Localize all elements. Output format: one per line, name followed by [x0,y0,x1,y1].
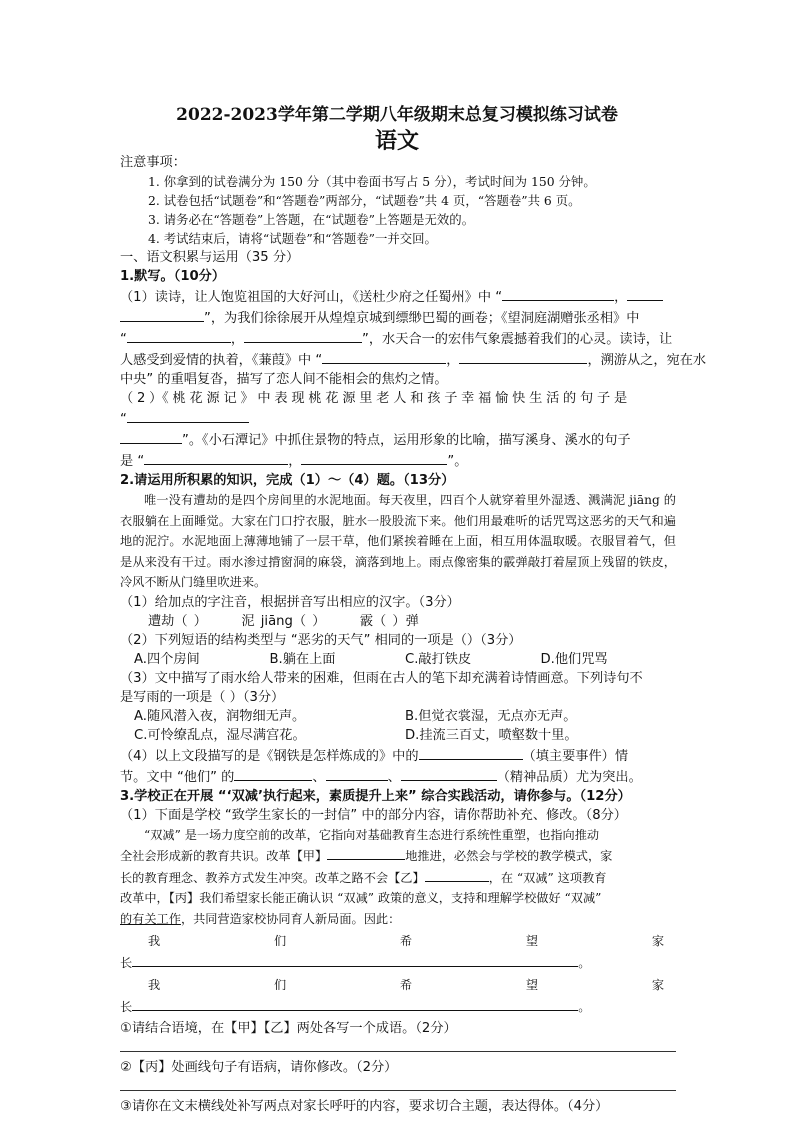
option-c[interactable]: C.可怜缭乱点，湿尽满宫花。 [134,727,306,743]
answer-line[interactable] [120,1077,676,1091]
q3-sub1-prompt: （1）下面是学校 “致学生家长的一封信” 中的部分内容，请你帮助补充、修改。（8分） [120,807,627,823]
option-d[interactable]: D.挂流三百丈，喷壑数十里。 [405,727,578,743]
q1-text: （1）读诗，让人饱览祖国的大好河山，《送杜少府之任蜀州》中 “ [120,290,503,305]
reading-passage: 唯一没有遭劫的是四个房间里的水泥地面。每天夜里，四百个人就穿着里外湿透、溅满泥 jiāng 的衣服躺在上面睡觉。大家在门口拧衣服，脏水一股股流下来。他们用最难听的话咒骂这恶劣的天气和遍地的泥泞。水泥地面上薄薄地铺了一层干草，他们紧挨着睡在上面，相互用体温取暖。衣服冒着气，但是从来没有干过。雨水渗过揹窗洞的麻袋，滴落到地上。雨点像密集的霰弹敲打着屋顶上残留的铁皮，冷风不断从门缝里吹进来。 [120,493,676,589]
letter-line: 改革中，【丙】 [120,891,200,905]
pinyin-item: 泥 jiāng（ ） [241,613,326,629]
option-b[interactable]: B.躺在上面 [269,651,336,667]
question-3-title: 3.学校正在开展 “‘双减’执行起来，素质提升上来” 综合实践活动，请你参与。（12分） [120,788,631,804]
answer-blank[interactable] [502,286,614,301]
q2-sub4-prompt: （4）以上文段描写的是《钢铁是怎样炼成的》中的 [120,748,419,764]
appeal-char: 希 [399,934,413,948]
option-b[interactable]: B.但觉衣裳湿，无点亦无声。 [405,708,577,724]
note-item: 2. 试卷包括“试题卷”和“答题卷”两部分，“试题卷”共 4 页，“答题卷”共 6 页。 [148,193,581,208]
note-item: 3. 请务必在“答题卷”上答题，在“试题卷”上答题是无效的。 [148,212,475,227]
answer-blank[interactable] [234,766,312,781]
letter-line: 长的教育理念、教养方式发生冲突。改革之路不会【乙】 [120,870,425,885]
note-item: 1. 你拿到的试卷满分为 150 分（其中卷面书写占 5 分），考试时间为 150 分钟。 [148,174,596,189]
pinyin-item: 遭劫（ ） [148,613,207,629]
appeal-char: 望 [525,978,539,992]
answer-blank[interactable] [326,766,388,781]
answer-blank[interactable] [301,450,447,465]
appeal-char: 们 [273,934,287,948]
appeal-char: 家 [651,934,664,948]
option-c[interactable]: C.敲打铁皮 [405,651,472,667]
appeal-char: 们 [273,978,287,992]
answer-blank[interactable] [127,408,249,423]
option-a[interactable]: A.随风潜入夜，润物细无声。 [134,708,306,724]
answer-blank-yi[interactable] [425,867,489,882]
answer-blank[interactable] [120,307,204,322]
answer-blank[interactable] [244,328,362,343]
option-d[interactable]: D.他们咒骂 [540,651,608,667]
note-item: 4. 考试结束后，请将“试题卷”和“答题卷”一并交回。 [148,231,437,246]
question-1-title: 1.默写。（10分） [120,269,226,284]
q1-text: 中央” 的重唱复沓，描写了恋人间不能相会的焦灼之情。 [120,372,448,387]
pinyin-item: 霰（ ）弹 [359,613,419,629]
answer-blank[interactable] [419,745,523,760]
answer-blank[interactable] [459,349,587,364]
q1-text: （ 2 ）《 桃 花 源 记 》 中 表 现 桃 花 源 里 老 人 和 孩 子 幸 福 愉 快 生 活 的 句 子 是 [120,391,627,406]
subject-title: 语文 [374,129,419,154]
answer-blank[interactable] [322,349,446,364]
appeal-char: 家 [651,978,664,992]
question-2-title: 2.请运用所积累的知识，完成（1）～（4）题。（13分） [120,473,455,488]
appeal-char: 望 [525,934,539,948]
exam-content: 注意事项： 1. 你拿到的试卷满分为 150 分（其中卷面书写占 5 分），考试时间为 150 分钟。 2. 试卷包括“试题卷”和“答题卷”两部分，“试题卷”共 4 页，“答题卷”共 6 页。 3. 请务必在“答题卷”上答题，在“试题卷”上答题是无效的。 4. 考试结束后，请将“试题卷”和“答题卷”一并交回。 一、语文积累与运用（35 分） 1.默写。（10分） （1）读诗，让人饱览祖国的大好河山，《送杜少府之任蜀州》中 “ ， ”，为我们徐徐展开从煌煌京城到缥缈巴蜀的画卷；《望洞庭湖赠张丞相》中 “ ， ”，水天合一的宏伟气象震撼着我们的心灵。读诗，让 人感受到爱情的执着，《蒹葭》中 “ ， ，溯游从之，宛在水 中央” 的重唱复沓，描写了恋人间不能相会的焦灼之情。 （ 2 ）《 桃 花 源 记 》 中 表 现 桃 花 源 里 老 人 和 孩 子 幸 福 愉 快 生 活 的 句 子 是 “ ”。《小石潭记》中抓住景物的特点，运用形象的比喻，描写溪身、溪水的句子 是 “ ， ”。 2.请运用所积累的知识，完成（1）～（4）题。（13分） 唯一没有遭劫的是四个房间里的水泥地面。每天夜里，四百个人就穿着里外湿透、溅满泥 jiāng 的衣服躺在上面睡觉。大家在门口拧衣服，脏水一股股流下来。他们用最难听的话咒骂这恶劣的天气和遍地的泥泞。水泥地面上薄薄地铺了一层干草，他们紧挨着睡在上面，相互用体温取暖。衣服冒着气，但是从来没有干过。雨水渗过揹窗洞的麻袋，滴落到地上。雨点像密集的霰弹敲打着屋顶上残留的铁皮，冷风不断从门缝里吹进来。 （1）给加点的字注音，根据拼音写出相应的汉字。（3分） 遭劫（ ） 泥 jiāng（ ） 霰（ ）弹 （2）下列短语的结构类型与 “恶劣的天气” 相同的一项是（）（3分） A.四个房间 B.躺在上面 C.敲打铁皮 D.他们咒骂 （3）文中描写了雨水给人带来的困难，但雨在古人的笔下却充满着诗情画意。下列诗句不 是写雨的一项是（ ）（3分） A.随风潜入夜，润物细无声。 B.但觉衣裳湿，无点亦无声。 C.可怜缭乱点，湿尽满宫花。 D.挂流三百丈，喷壑数十里。 （4）以上文段描写的是《钢铁是怎样炼成的》中的 （填主要事件）情 节。文中 “他们” 的 、 、 （精神品质）尤为突出。 3.学校正在开展 “‘双减’执行起来，素质提升上来” 综合实践活动，请你参与。（12分） （1）下面是学校 “致学生家长的一封信” 中的部分内容，请你帮助补充、修改。（8分） “双减” 是一场力度空前的改革，它指向对基础教育生态进行系统性重塑，也指向推动 全社会形成新的教育共识。改革【甲】 地推进，必然会与学校的教学模式，家 长的教育理念、教养方式发生冲突。改革之路不会【乙】 ，在 “双减” 这项教育 改革中，【丙】我们希望家长能正确认识 “双减” 政策的意义，支持和理解学校做好 “双减” 的有关工作，共同营造家校协同育人新局面。因此： 我 们 希 望 家 长 。 我 们 希 望 家 长 。 ①请结合语境，在【甲】【乙】两处各写一个成语。（2分） ②【丙】处画线句子有语病，请你修改。（2分） ③请你在文末横线处补写两点对家长呼吁的内容，要求切合主题，表达得体。（4分） [120,155,707,1114]
answer-blank[interactable] [401,766,497,781]
underlined-sentence-bing: 我们希望家长能正确认识 “双减” 政策的意义，支持和理解学校做好 “双减” [199,891,602,905]
q1-text: ”，水天合一的宏伟气象震撼着我们的心灵。读诗，让 [362,332,673,347]
answer-line[interactable] [120,1038,676,1052]
underlined-sentence-bing: 的有关工作 [120,911,181,926]
answer-blank[interactable] [144,450,288,465]
exam-title: 2022-2023学年第二学期八年级期末总复习模拟练习试卷 [176,105,618,125]
option-a[interactable]: A.四个房间 [134,651,200,667]
section-heading: 一、语文积累与运用（35 分） [120,250,300,265]
letter-line: 全社会形成新的教育共识。改革【甲】 [120,849,328,863]
q3-sub-question: ①请结合语境，在【甲】【乙】两处各写一个成语。（2分） [120,1021,457,1036]
q2-sub3-prompt: 是写雨的一项是（ ）（3分） [120,689,285,705]
q3-sub-question: ②【丙】处画线句子有语病，请你修改。（2分） [120,1060,398,1075]
q1-text: 人感受到爱情的执着，《蒹葭》中 “ [120,353,323,368]
q2-sub1-prompt: （1）给加点的字注音，根据拼音写出相应的汉字。（3分） [120,594,460,610]
q1-text: ”。《小石潭记》中抓住景物的特点，运用形象的比喻，描写溪身、溪水的句子 [182,433,631,448]
q3-sub-question: ③请你在文末横线处补写两点对家长呼吁的内容，要求切合主题，表达得体。（4分） [120,1099,609,1114]
answer-blank[interactable] [627,286,663,301]
q2-sub2-prompt: （2）下列短语的结构类型与 “恶劣的天气” 相同的一项是（）（3分） [120,632,522,648]
answer-blank[interactable] [120,429,182,444]
letter-line: “双减” 是一场力度空前的改革，它指向对基础教育生态进行系统性重塑，也指向推动 [144,827,600,842]
appeal-char: 希 [399,978,413,992]
appeal-char: 我 [148,978,161,992]
answer-blank[interactable] [127,328,231,343]
answer-blank-jia[interactable] [327,845,405,860]
appeal-char: 我 [148,934,161,948]
q1-text: ，溯游从之，宛在水 [587,353,707,368]
appeal-answer-line[interactable] [132,996,578,1011]
appeal-answer-line[interactable] [132,952,578,967]
q2-sub3-prompt: （3）文中描写了雨水给人带来的困难，但雨在古人的笔下却充满着诗情画意。下列诗句不 [120,670,643,686]
q1-text: ”，为我们徐徐展开从煌煌京城到缥缈巴蜀的画卷；《望洞庭湖赠张丞相》中 [204,311,640,326]
notes-heading: 注意事项： [120,155,186,170]
